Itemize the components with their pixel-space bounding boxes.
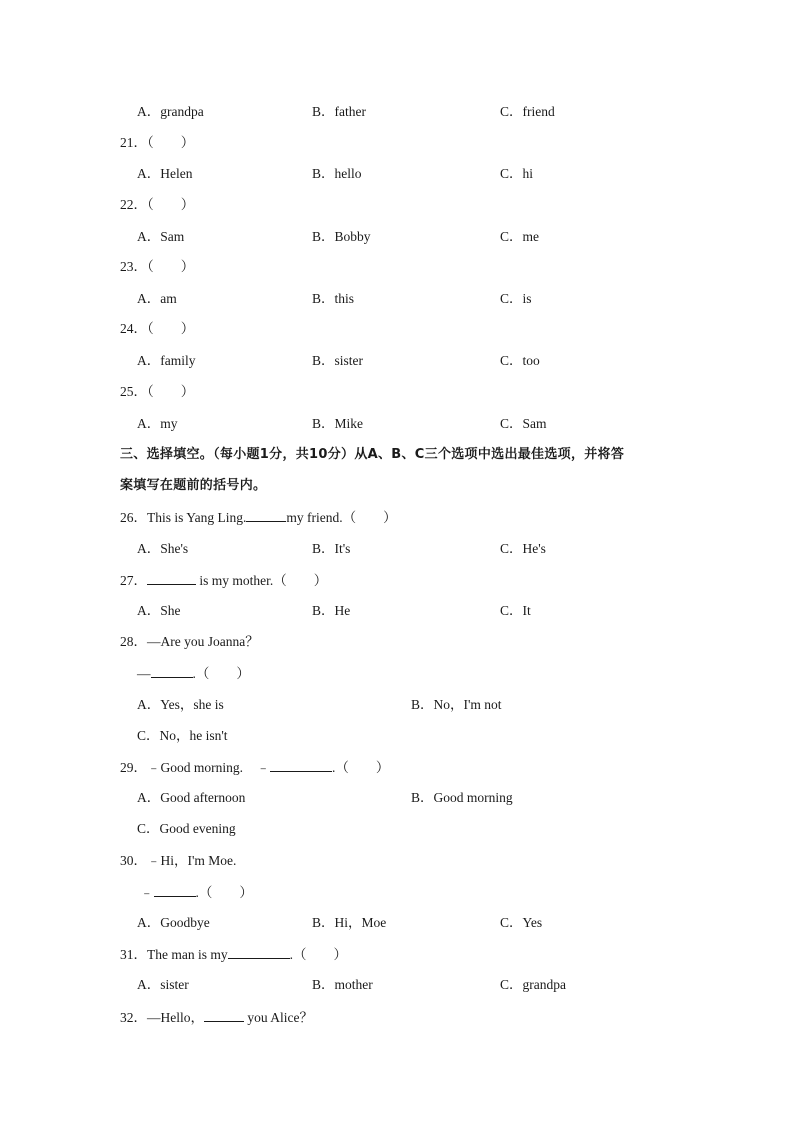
- option-b: B．Bobby: [312, 229, 371, 244]
- question-text: 26．This is Yang Ling.: [120, 510, 247, 525]
- question-stem: 22．（ ）: [120, 197, 195, 212]
- option-c: C．me: [500, 229, 539, 244]
- question-26: [120, 508, 397, 527]
- option-c: C．Good evening: [137, 821, 236, 836]
- option-b: B．Mike: [312, 416, 364, 431]
- option-c: C．It: [500, 603, 531, 618]
- question-31: [120, 945, 347, 964]
- option-c: C．Yes: [500, 915, 543, 930]
- question-text: .（ ）: [289, 947, 347, 962]
- option-b: B．sister: [312, 353, 364, 368]
- question-stem: 23．（ ）: [120, 259, 195, 274]
- question-29: [120, 758, 389, 777]
- question-text: .（ ）: [192, 666, 250, 681]
- question-stem: 21．（ ）: [120, 135, 195, 150]
- option-a: A．Helen: [137, 166, 193, 181]
- question-text: you Alice？: [244, 1010, 313, 1025]
- answer-blank[interactable]: [204, 1008, 244, 1022]
- answer-blank[interactable]: [151, 664, 193, 678]
- question-28-reply: [137, 664, 250, 683]
- option-a: A．my: [137, 416, 178, 431]
- question-stem: 30．﹣Hi，I'm Moe.: [120, 853, 237, 868]
- question-stem: 25．（ ）: [120, 384, 195, 399]
- answer-blank[interactable]: [228, 945, 290, 959]
- question-text: ﹣: [140, 885, 154, 900]
- option-b: B．hello: [312, 166, 362, 181]
- option-a: A．sister: [137, 977, 189, 992]
- section-heading-cont: 案填写在题前的括号内。: [120, 478, 267, 493]
- section-heading: 三、选择填空。（每小题1分，共10分）从A、B、C三个选项中选出最佳选项，并将答: [120, 447, 625, 462]
- option-c: C．grandpa: [500, 977, 566, 992]
- question-27: [120, 571, 327, 590]
- question-text: my friend.（ ）: [286, 510, 397, 525]
- question-text: 31．The man is my: [120, 947, 228, 962]
- answer-blank[interactable]: [246, 508, 286, 522]
- option-a: A．She: [137, 603, 181, 618]
- option-a: A．Good afternoon: [137, 790, 246, 805]
- option-c: C．is: [500, 291, 532, 306]
- option-c: C．Sam: [500, 416, 547, 431]
- question-text: 32．—Hello，: [120, 1010, 204, 1025]
- option-b: B．Hi，Moe: [312, 915, 387, 930]
- question-stem: 28．—Are you Joanna？: [120, 634, 259, 649]
- question-stem: 24．（ ）: [120, 321, 195, 336]
- question-30-reply: [140, 883, 253, 902]
- answer-blank[interactable]: [270, 758, 332, 772]
- option-b: B．Good morning: [411, 790, 513, 805]
- option-c: C．friend: [500, 104, 555, 119]
- answer-blank[interactable]: [154, 883, 196, 897]
- option-b: B．It's: [312, 541, 351, 556]
- option-b: B．this: [312, 291, 355, 306]
- option-c: C．hi: [500, 166, 534, 181]
- option-b: B．father: [312, 104, 366, 119]
- option-c: C．too: [500, 353, 540, 368]
- option-b: B．He: [312, 603, 351, 618]
- option-a: A．am: [137, 291, 177, 306]
- question-text: .（ ）: [195, 885, 253, 900]
- question-text: 29．﹣Good morning. ﹣: [120, 760, 270, 775]
- option-a: A．Sam: [137, 229, 185, 244]
- option-a: A．Yes，she is: [137, 697, 224, 712]
- option-c: C．No，he isn't: [137, 728, 228, 743]
- question-text: is my mother.（ ）: [196, 573, 328, 588]
- option-a: A．Goodbye: [137, 915, 210, 930]
- option-b: B．No，I'm not: [411, 697, 502, 712]
- option-a: A．She's: [137, 541, 189, 556]
- option-a: A．family: [137, 353, 196, 368]
- option-c: C．He's: [500, 541, 546, 556]
- option-a: A．grandpa: [137, 104, 204, 119]
- option-b: B．mother: [312, 977, 373, 992]
- question-text: .（ ）: [332, 760, 390, 775]
- question-text: —: [137, 666, 151, 681]
- answer-blank[interactable]: [147, 571, 196, 585]
- question-32: [120, 1008, 313, 1027]
- question-text: 27．: [120, 573, 147, 588]
